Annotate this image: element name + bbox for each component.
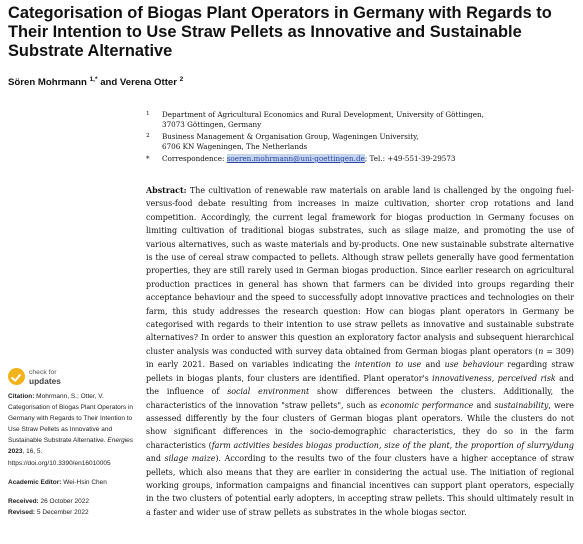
abstract-text: and the influence of [146, 373, 575, 397]
affiliation-number: 2 [146, 133, 150, 139]
affiliation-item [146, 110, 576, 130]
affiliation-line: Business Management & Organisation Group, Wageningen University, [162, 132, 419, 141]
abstract-text: regarding straw pellets in biogas plants, four clusters are identified. Plant operator's [146, 360, 574, 383]
abstract-text: and [421, 360, 445, 370]
abstract-text: , [491, 373, 498, 383]
academic-editor [8, 477, 134, 488]
abstract-text: show differences between the clusters. Additionally, the characteristics of the innovation "straw pellets", such as [146, 387, 575, 410]
abstract-emphasis: perceived risk [497, 373, 556, 383]
citation-journal: Energies [107, 437, 134, 445]
abstract-label: Abstract: [146, 186, 187, 195]
affiliations-block [146, 110, 576, 164]
telephone: ; Tel.: +49-551-39-29573 [364, 154, 456, 163]
affiliation-line: 6706 KN Wageningen, The Netherlands [162, 142, 308, 151]
affiliation-number: 1 [146, 111, 150, 117]
abstract-emphasis: farm activities besides biogas production, size of the plant, the proportion of slurry/dung [211, 440, 574, 450]
email-link[interactable]: soeren.mohrmann@uni-goettingen.de [226, 154, 365, 163]
article-info-sidebar [8, 368, 134, 518]
abstract-text: = 309) in early 2021. Based on variables indicating the [146, 346, 574, 370]
paper-title: Categorisation of Biogas Plant Operators in Germany with Regards to Their Intention to Use Straw Pellets as Innovative and Sustainable Substrate Alternative [8, 4, 552, 60]
badge-line: check for [29, 368, 57, 376]
check-for-updates-button[interactable] [8, 368, 134, 385]
abstract-emphasis: social environment [227, 387, 310, 397]
abstract [146, 184, 574, 519]
affiliation-line: Department of Agricultural Economics and Rural Development, University of Göttingen, [162, 110, 484, 119]
author-affiliation-mark: 1,* [89, 76, 98, 83]
abstract-text: and [473, 400, 495, 410]
abstract-variable: n [538, 346, 544, 356]
citation [8, 391, 134, 469]
citation-label: Citation: [8, 393, 35, 400]
date-received: Received: 26 October 2022 [8, 497, 89, 505]
date-revised: Revised: 5 December 2022 [8, 508, 89, 516]
author-name[interactable]: Verena Otter [119, 77, 177, 89]
affiliation-item [146, 132, 576, 152]
abstract-text: The cultivation of renewable raw materials on arable land is challenged by the ongoing fuel-versus-food debate resulting from increases in maize cultivation, shorter crop rotations and land competition. Accordingly, the current legal framework for biogas production in Germany focuses on limiting cultivation of traditional biogas substrates, such as silage maize, and promoting the use of various alternatives, such as waste materials and by-products. One new sustainable substrate alternative is the use of cereal straw compacted to pellets. Although straw pellets generally have good fermentation properties, they are still rarely used in German biogas production. Since earlier research on agricultural production practices in general has shown that farmers can be divided into groups regarding their acceptance behaviour and the speed to successfully adopt innovative practices and technologies on their farm, this study addresses the research question: How can biogas plant operators in Germany be categorised with regards to their intention to use straw pellets as innovative and sustainable substrate alternatives? In order to answer this question an exploratory factor analysis and subsequent hierarchical cluster analysis was conducted with survey data obtained from German biogas plant operators ( [146, 186, 575, 356]
author-line [8, 76, 183, 88]
author-affiliation-mark: 2 [179, 76, 184, 83]
editor-name: Wei-Hsin Chen [61, 478, 107, 486]
correspondence-line [146, 154, 576, 164]
abstract-emphasis: use behaviour [444, 360, 504, 370]
editor-label: Academic Editor: [8, 478, 62, 486]
correspondence-label: Correspondence: [162, 154, 225, 163]
citation-text: Mohrmann, S.; Otter, V. Categorisation of Biogas Plant Operators in Germany with Regards to Their Intention to Use Straw Pellets as Innovative and Sustainable Substrate Alternative. [8, 393, 134, 445]
author-joiner: and [100, 77, 118, 89]
citation-year: 2023 [8, 448, 23, 456]
abstract-text: and [146, 454, 165, 464]
author-name[interactable]: Sören Mohrmann [8, 77, 87, 89]
affiliation-line: 37073 Göttingen, Germany [162, 120, 262, 129]
abstract-emphasis: innovativeness [432, 373, 492, 383]
abstract-emphasis: intention to use [354, 360, 422, 370]
citation-doi[interactable]: , 16, 5. https://doi.org/10.3390/en16010005 [8, 448, 111, 467]
checkmark-icon [8, 368, 25, 385]
abstract-text: ). According to the results two of the four clusters have a higher acceptance of straw pellets, which also means that they are earlier in considering the actual use. The initiation of regional working groups, information campaigns and financial incentives can support plant operators, especially in the two clusters of potential early adopters, in accepting straw pellets. This should ultimately result in a faster and wider use of straw pellets as substrates in the whole biogas sector. [146, 454, 574, 517]
correspondence-mark: * [146, 154, 150, 163]
abstract-emphasis: sustainability [494, 400, 549, 410]
article-dates [8, 496, 134, 518]
abstract-emphasis: silage maize [164, 454, 216, 464]
abstract-text: , were assessed differently by the four clusters of German biogas plant operators. While the clusters do not show significant differences in the socio-demographic characteristics, they do so in the farm characteristics ( [146, 400, 574, 450]
badge-line: updates [29, 375, 61, 386]
abstract-emphasis: economic performance [380, 400, 474, 410]
